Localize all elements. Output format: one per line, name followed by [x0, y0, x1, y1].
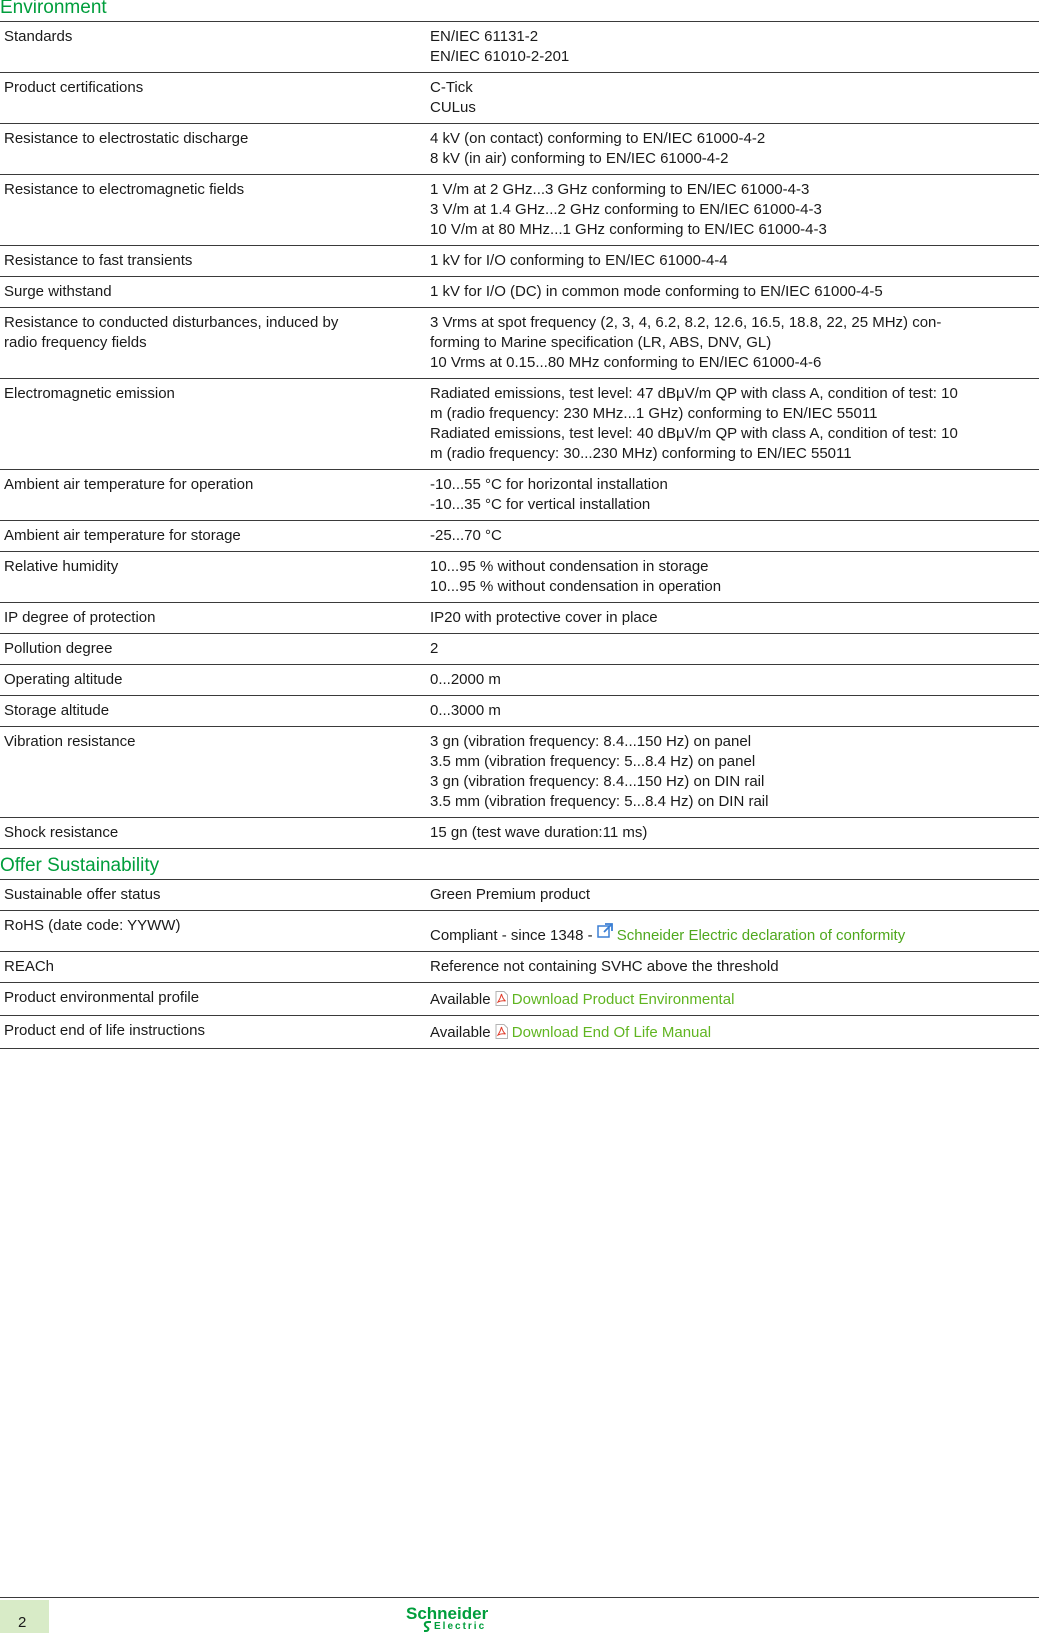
row-value: EN/IEC 61131-2 EN/IEC 61010-2-201	[424, 22, 1039, 73]
row-value: 15 gn (test wave duration:11 ms)	[424, 818, 1039, 849]
download-environmental-profile-link[interactable]: Download Product Environmental	[511, 991, 735, 1008]
row-label: Resistance to fast transients	[0, 246, 424, 277]
table-row	[0, 552, 1039, 603]
row-label: Storage altitude	[0, 696, 424, 727]
row-label: Operating altitude	[0, 665, 424, 696]
table-row	[0, 124, 1039, 175]
table-row	[0, 952, 1039, 983]
page-number-box	[0, 1600, 49, 1633]
row-value: 3 Vrms at spot frequency (2, 3, 4, 6.2, 8.2, 12.6, 16.5, 18.8, 22, 25 MHz) con- forming to Marine specification (LR, ABS, DNV, GL) 10 Vrms at 0.15...80 MHz conforming to EN/IEC 61000-4-6	[424, 308, 1039, 379]
logo-wordmark-top: Schneider	[406, 1604, 489, 1623]
declaration-of-conformity-link[interactable]: Schneider Electric declaration of conformity	[616, 927, 906, 944]
row-value: C-Tick CULus	[424, 73, 1039, 124]
row-label: Electromagnetic emission	[0, 379, 424, 470]
table-row	[0, 22, 1039, 73]
table-row	[0, 696, 1039, 727]
row-value: 0...3000 m	[424, 696, 1039, 727]
table-row	[0, 818, 1039, 849]
table-row	[0, 175, 1039, 246]
sustainability-heading: Offer Sustainability	[0, 855, 160, 876]
row-value: -25...70 °C	[424, 521, 1039, 552]
row-label: Resistance to electromagnetic fields	[0, 175, 424, 246]
row-label: Shock resistance	[0, 818, 424, 849]
table-row	[0, 880, 1039, 911]
row-value: 2	[424, 634, 1039, 665]
table-row	[0, 665, 1039, 696]
table-row	[0, 470, 1039, 521]
row-label: Product environmental profile	[0, 983, 424, 1016]
row-value: -10...55 °C for horizontal installation -10...35 °C for vertical installation	[424, 470, 1039, 521]
table-row	[0, 911, 1039, 952]
row-label: Resistance to electrostatic discharge	[0, 124, 424, 175]
download-end-of-life-manual-link[interactable]: Download End Of Life Manual	[511, 1024, 712, 1041]
table-row	[0, 983, 1039, 1016]
sustainability-table	[0, 879, 1039, 1049]
row-value: 3 gn (vibration frequency: 8.4...150 Hz) on panel 3.5 mm (vibration frequency: 5...8.4 Hz) on panel 3 gn (vibration frequency: 8.4...150 Hz) on DIN rail 3.5 mm (vibration frequency: 5...8.4 Hz) on DIN rail	[424, 727, 1039, 818]
row-label: Sustainable offer status	[0, 880, 424, 911]
logo-wordmark-bottom: Electric	[434, 1621, 487, 1632]
row-label: Ambient air temperature for storage	[0, 521, 424, 552]
row-label: Vibration resistance	[0, 727, 424, 818]
table-row	[0, 379, 1039, 470]
row-value: 1 kV for I/O (DC) in common mode conforming to EN/IEC 61000-4-5	[424, 277, 1039, 308]
row-value: Available Download End Of Life Manual	[424, 1016, 1039, 1049]
row-value: 1 V/m at 2 GHz...3 GHz conforming to EN/IEC 61000-4-3 3 V/m at 1.4 GHz...2 GHz conforming to EN/IEC 61000-4-3 10 V/m at 80 MHz...1 GHz conforming to EN/IEC 61000-4-3	[424, 175, 1039, 246]
table-row	[0, 1016, 1039, 1049]
row-label: Resistance to conducted disturbances, induced by radio frequency fields	[0, 308, 424, 379]
row-label: RoHS (date code: YYWW)	[0, 911, 424, 952]
table-row	[0, 521, 1039, 552]
row-value: 1 kV for I/O conforming to EN/IEC 61000-4-4	[424, 246, 1039, 277]
row-value: 10...95 % without condensation in storage 10...95 % without condensation in operation	[424, 552, 1039, 603]
environment-table	[0, 21, 1039, 849]
row-value: Available Download Product Environmental	[424, 983, 1039, 1016]
row-value: Compliant - since 1348 - Schneider Electric declaration of conformity	[424, 911, 1039, 952]
external-link-icon[interactable]	[597, 921, 615, 939]
row-value: 4 kV (on contact) conforming to EN/IEC 61000-4-2 8 kV (in air) conforming to EN/IEC 61000-4-2	[424, 124, 1039, 175]
logo-mark-icon	[423, 1621, 434, 1632]
row-label: IP degree of protection	[0, 603, 424, 634]
row-label: Ambient air temperature for operation	[0, 470, 424, 521]
table-row	[0, 634, 1039, 665]
schneider-electric-logo	[404, 1605, 504, 1633]
footer-divider	[0, 1597, 1039, 1598]
table-row	[0, 246, 1039, 277]
row-label: Product end of life instructions	[0, 1016, 424, 1049]
row-value: Green Premium product	[424, 880, 1039, 911]
row-value: Radiated emissions, test level: 47 dBμV/m QP with class A, condition of test: 10 m (radio frequency: 230 MHz...1 GHz) conforming to EN/IEC 55011 Radiated emissions, test level: 40 dBμV/m QP with class A, condition of test: 10 m (radio frequency: 30...230 MHz) conforming to EN/IEC 55011	[424, 379, 1039, 470]
row-label: Pollution degree	[0, 634, 424, 665]
table-row	[0, 603, 1039, 634]
pdf-icon[interactable]	[495, 991, 508, 1006]
table-row	[0, 308, 1039, 379]
table-row	[0, 727, 1039, 818]
row-label: Product certifications	[0, 73, 424, 124]
environment-heading: Environment	[0, 0, 107, 18]
table-row	[0, 277, 1039, 308]
page-number: 2	[18, 1614, 27, 1631]
row-label: Standards	[0, 22, 424, 73]
row-value: IP20 with protective cover in place	[424, 603, 1039, 634]
table-row	[0, 73, 1039, 124]
row-label: Surge withstand	[0, 277, 424, 308]
row-value: 0...2000 m	[424, 665, 1039, 696]
pdf-icon[interactable]	[495, 1024, 508, 1039]
row-label: REACh	[0, 952, 424, 983]
row-value: Reference not containing SVHC above the threshold	[424, 952, 1039, 983]
row-label: Relative humidity	[0, 552, 424, 603]
